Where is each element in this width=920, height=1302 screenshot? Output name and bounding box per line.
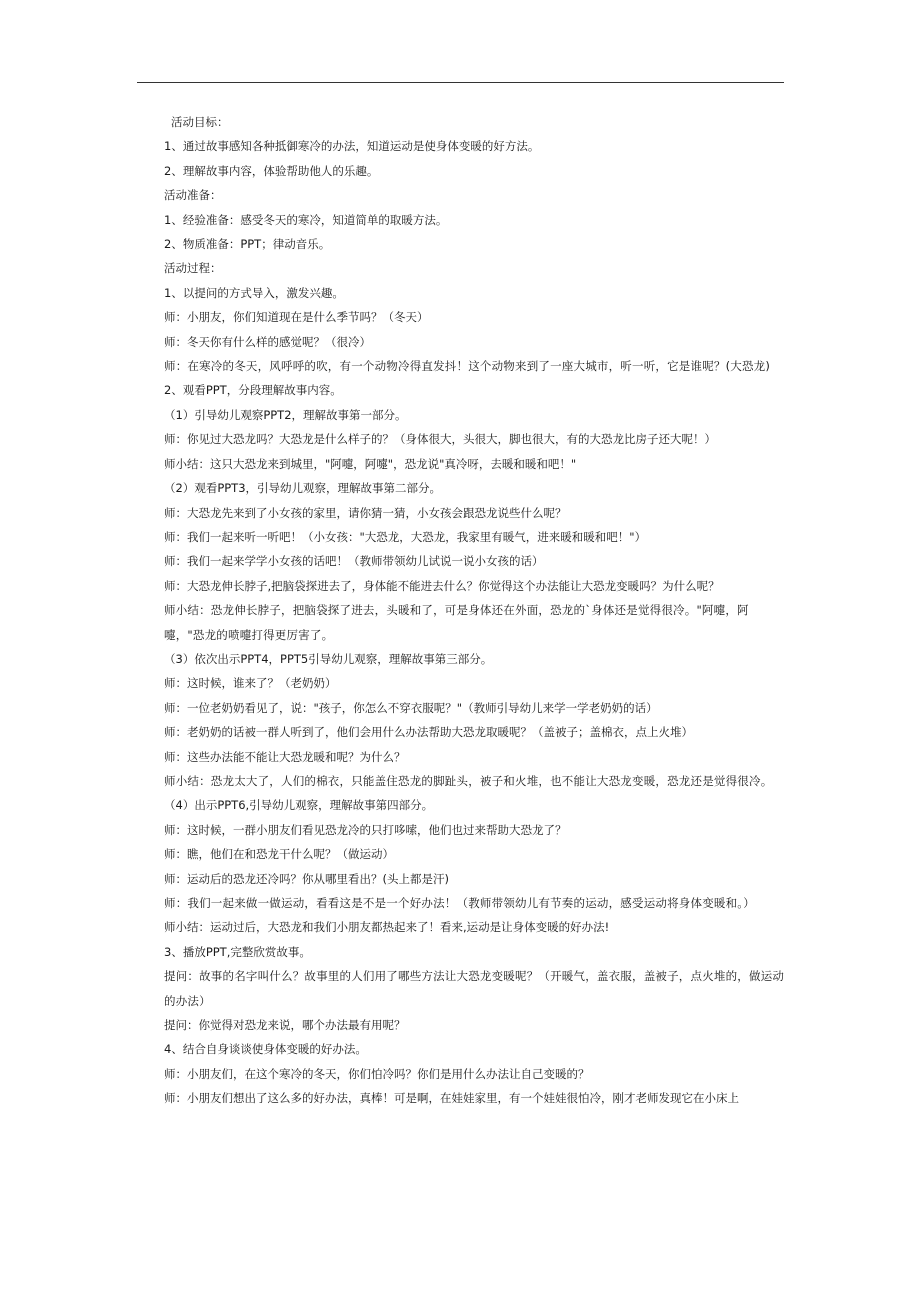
paragraph: 师：我们一起来听一听吧！（小女孩："大恐龙，大恐龙，我家里有暖气，进来暖和暖和吧！"） [164, 529, 647, 544]
paragraph: 师：你见过大恐龙吗？大恐龙是什么样子的？（身体很大，头很大，脚也很大，有的大恐龙比房子还大呢！） [164, 432, 716, 447]
heading-process: 活动过程： [164, 261, 222, 276]
paragraph: （4）出示PPT6,引导幼儿观察，理解故事第四部分。 [164, 798, 434, 813]
paragraph: 师：冬天你有什么样的感觉呢？（很冷） [164, 334, 371, 349]
paragraph: 师：我们一起来做一做运动，看看这是不是一个好办法！（教师带领幼儿有节奏的运动，感受运动将身体变暖和。） [164, 896, 755, 910]
paragraph: 2、物质准备：PPT；律动音乐。 [164, 237, 331, 252]
paragraph: 师：在寒冷的冬天，风呼呼的吹，有一个动物冷得直发抖！这个动物来到了一座大城市，听一听，它是谁呢？(大恐龙) [164, 359, 771, 374]
document-body [137, 110, 785, 1111]
paragraph: 师：瞧，他们在和恐龙干什么呢？（做运动） [164, 847, 394, 862]
paragraph: 师小结：恐龙太大了，人们的棉衣，只能盖住恐龙的脚趾头，被子和火堆，也不能让大恐龙变暖，恐龙还是觉得很冷。 [164, 773, 773, 788]
heading-preparation: 活动准备： [164, 188, 222, 203]
paragraph: 师：老奶奶的话被一群人听到了，他们会用什么办法帮助大恐龙取暖呢？（盖被子；盖棉衣，点上火堆） [164, 725, 693, 740]
paragraph: 提问：你觉得对恐龙来说，哪个办法最有用呢？ [164, 1018, 406, 1033]
paragraph: 师：小朋友，你们知道现在是什么季节吗？（冬天） [164, 310, 429, 325]
paragraph: 师：这时候，一群小朋友们看见恐龙冷的只打哆嗦，他们也过来帮助大恐龙了？ [164, 822, 567, 837]
header-rule [137, 82, 784, 83]
paragraph: 师：小朋友们，在这个寒冷的冬天，你们怕冷吗？你们是用什么办法让自己变暖的？ [164, 1066, 590, 1081]
paragraph: 师：小朋友们想出了这么多的好办法，真棒！可是啊，在娃娃家里，有一个娃娃很怕冷，刚才老师发现它在小床上 [164, 1091, 739, 1106]
paragraph: 提问：故事的名字叫什么？故事里的人们用了哪些方法让大恐龙变暖呢？（开暖气，盖衣服，盖被子，点火堆的，做运动的办法） [164, 969, 785, 1008]
paragraph: 师：一位老奶奶看见了，说："孩子，你怎么不穿衣服呢？"（教师引导幼儿来学一学老奶奶的话） [164, 700, 658, 715]
heading-goals: 活动目标： [171, 115, 229, 129]
paragraph: 师：运动后的恐龙还冷吗？你从哪里看出？(头上都是汗) [164, 871, 449, 886]
paragraph: 3、播放PPT,完整欣赏故事。 [164, 944, 311, 959]
paragraph: 4、结合自身谈谈使身体变暖的好办法。 [164, 1042, 367, 1057]
paragraph: 2、理解故事内容，体验帮助他人的乐趣。 [164, 163, 379, 178]
paragraph: 师：大恐龙先来到了小女孩的家里，请你猜一猜，小女孩会跟恐龙说些什么呢？ [164, 505, 567, 520]
paragraph: 师：我们一起来学学小女孩的话吧！（教师带领幼儿试说一说小女孩的话） [164, 554, 544, 569]
paragraph: 1、以提问的方式导入，激发兴趣。 [164, 285, 344, 300]
paragraph: 师：这些办法能不能让大恐龙暖和呢？为什么？ [164, 749, 406, 764]
paragraph: 2、观看PPT，分段理解故事内容。 [164, 383, 342, 398]
paragraph: （1）引导幼儿观察PPT2，理解故事第一部分。 [164, 407, 407, 422]
paragraph: 1、经验准备：感受冬天的寒冷，知道简单的取暖方法。 [164, 212, 448, 227]
paragraph: 师小结：运动过后，大恐龙和我们小朋友都热起来了！看来,运动是让身体变暖的好办法! [164, 920, 610, 935]
paragraph: 师小结：恐龙伸长脖子，把脑袋探了进去，头暖和了，可是身体还在外面，恐龙的`身体还是觉得很冷。"阿嚏，阿嚏，"恐龙的喷嚏打得更厉害了。 [164, 603, 749, 642]
paragraph: （3）依次出示PPT4，PPT5引导幼儿观察，理解故事第三部分。 [164, 651, 493, 666]
paragraph: 师小结：这只大恐龙来到城里，"阿嚏，阿嚏"，恐龙说"真冷呀，去暖和暖和吧！" [164, 456, 577, 471]
paragraph: 师：大恐龙伸长脖子,把脑袋探进去了，身体能不能进去什么？你觉得这个办法能让大恐龙变暖吗？为什么呢？ [164, 578, 720, 593]
paragraph: 师：这时候，谁来了？（老奶奶） [164, 676, 337, 691]
paragraph: 1、通过故事感知各种抵御寒冷的办法，知道运动是使身体变暖的好方法。 [164, 139, 540, 154]
paragraph: （2）观看PPT3，引导幼儿观察，理解故事第二部分。 [164, 481, 442, 496]
